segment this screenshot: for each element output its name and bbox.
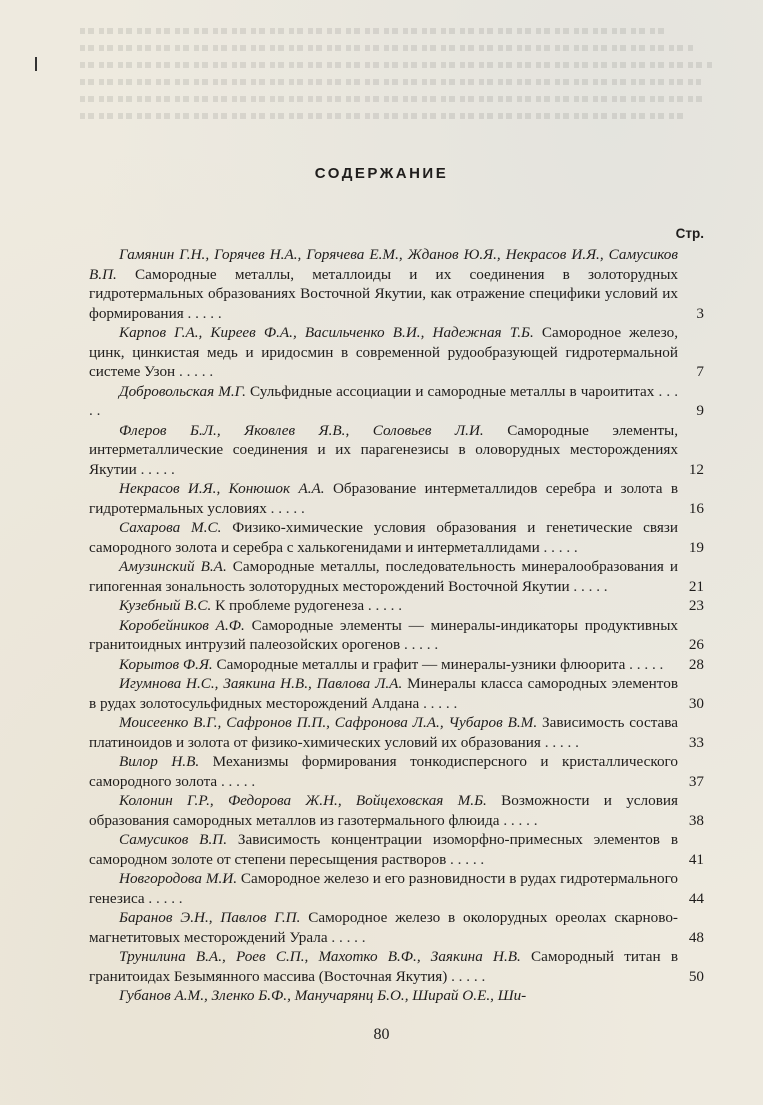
- toc-entry-text: [89, 518, 678, 557]
- toc-entry-text: [89, 713, 678, 752]
- toc-entry[interactable]: [89, 245, 704, 323]
- toc-entry[interactable]: [89, 382, 704, 421]
- leader-dots: . . . . .: [175, 363, 214, 380]
- toc-entry-authors: Некрасов И.Я., Конюшок А.А.: [119, 480, 325, 497]
- toc-entry-title: Самородные элементы, интерметаллические соединения и их парагенезисы в оловорудных месторождениях Якутии: [89, 421, 679, 478]
- toc-entry-title: Самородные металлы и графит — минералы-узники флюорита: [216, 655, 626, 673]
- toc-entry-authors: Моисеенко В.Г., Сафронов П.П., Сафронова Л.А., Чубаров В.М.: [119, 714, 538, 731]
- toc-entry-authors: Корытов Ф.Я.: [119, 655, 213, 673]
- toc-entry-text: [89, 382, 678, 421]
- toc-entry[interactable]: [89, 557, 704, 596]
- leader-dots: . . . . .: [569, 577, 608, 595]
- toc-entry-text: [89, 245, 678, 323]
- toc-entry-authors: Трунилина В.А., Роев С.П., Махотко В.Ф., Заякина Н.В.: [119, 948, 521, 965]
- leader-dots: . . . . .: [419, 694, 458, 712]
- leader-dots: . . . . .: [266, 499, 305, 517]
- toc-entry-title: Минералы класса самородных элементов в рудах золотосульфидных месторождений Алдана: [89, 675, 678, 712]
- toc-entry-authors: Вилор Н.В.: [119, 753, 200, 770]
- toc-entry-page: 44: [688, 889, 704, 907]
- toc-entry[interactable]: [89, 518, 704, 557]
- leader-dots: . . . . .: [625, 655, 664, 673]
- toc-entry-title: Самородное железо, цинк, цинкистая медь и иридосмин в современной рудообразующей гидротермальной системе Узон: [89, 324, 679, 380]
- table-of-contents: [89, 245, 704, 1006]
- toc-entry-title: Самородный титан в гранитоидах Безымянного массива (Восточная Якутия): [89, 948, 679, 985]
- toc-entry-page: 23: [688, 597, 704, 614]
- toc-entry-authors: Флеров Б.Л., Яковлев Я.В., Соловьев Л.И.: [119, 421, 484, 439]
- toc-entry-authors: Новгородова М.И.: [119, 870, 238, 887]
- toc-entry-title: Сульфидные ассоциации и самородные металлы в чароититах: [250, 382, 655, 400]
- toc-entry-page: 12: [688, 460, 704, 478]
- leader-dots: . . . . .: [446, 850, 485, 868]
- toc-entry-text: [89, 830, 678, 869]
- toc-entry[interactable]: [89, 596, 704, 616]
- toc-entry[interactable]: [89, 479, 704, 518]
- margin-mark: [35, 57, 37, 71]
- toc-entry-text: [89, 752, 678, 791]
- leader-dots: . . . . .: [183, 304, 222, 322]
- toc-entry-title: Механизмы формирования тонкодисперсного и кристаллического самородного золота: [89, 753, 678, 790]
- toc-entry-authors: Губанов А.М., Зленко Б.Ф., Манучарянц Б.О., Ширай О.Е., Ши-: [119, 987, 527, 1004]
- toc-entry-page: 37: [688, 772, 704, 790]
- toc-entry[interactable]: [89, 655, 704, 675]
- leader-dots: . . . . .: [136, 460, 175, 478]
- toc-entry-title: Самородное железо в околорудных ореолах скарново-магнетитовых месторождений Урала: [89, 909, 678, 946]
- toc-entry-title: Самородные элементы — минералы-индикаторы продуктивных гранитоидных интрузий палеозойских орогенов: [89, 616, 678, 653]
- leader-dots: . . . . .: [327, 928, 366, 946]
- toc-entry-title: Самородное железо и его разновидности в рудах гидротермального генезиса: [89, 870, 679, 907]
- leader-dots: . . . . .: [364, 597, 403, 614]
- toc-entry-page: 33: [688, 733, 704, 751]
- leader-dots: . . . . .: [217, 772, 256, 790]
- toc-entry[interactable]: [89, 908, 704, 947]
- leader-dots: . . . . .: [400, 636, 439, 653]
- toc-entry-page: 48: [688, 928, 704, 946]
- toc-entry-page: 50: [688, 967, 704, 985]
- toc-entry[interactable]: [89, 616, 704, 655]
- page-number: 80: [373, 1026, 390, 1043]
- toc-entry-authors: Амузинский В.А.: [119, 558, 227, 575]
- toc-entry-text: [89, 869, 678, 908]
- toc-entry-authors: Колонин Г.Р., Федорова Ж.Н., Войцеховская М.Б.: [119, 792, 487, 809]
- toc-entry-text: [89, 557, 678, 596]
- leader-dots: . . . . .: [144, 889, 183, 907]
- leader-dots: . . . . .: [447, 967, 486, 985]
- toc-entry-text: [89, 479, 678, 518]
- toc-entry[interactable]: [89, 713, 704, 752]
- leader-dots: . . . . .: [89, 382, 679, 419]
- contents-heading: СОДЕРЖАНИЕ: [314, 165, 449, 182]
- toc-entry-text: [89, 323, 678, 382]
- toc-entry-text: [89, 908, 678, 947]
- toc-entry[interactable]: [89, 986, 704, 1006]
- toc-entry-authors: Кузебный В.С.: [119, 597, 212, 614]
- toc-entry-authors: Карпов Г.А., Киреев Ф.А., Васильченко В.И., Надежная Т.Б.: [119, 324, 534, 341]
- toc-entry-page: 21: [688, 577, 704, 595]
- toc-entry-title: Образование интерметаллидов серебра и золота в гидротермальных условиях: [89, 480, 678, 517]
- toc-entry[interactable]: [89, 791, 704, 830]
- toc-entry-title: Физико-химические условия образования и генетические связи самородного золота и серебра с халькогенидами и интерметаллидами: [89, 519, 678, 556]
- toc-entry-text: [89, 791, 678, 830]
- page-column-label: Стр.: [675, 226, 704, 241]
- toc-entry-page: 26: [688, 636, 704, 653]
- toc-entry-page: 16: [688, 499, 704, 517]
- leader-dots: . . . . .: [540, 733, 579, 751]
- toc-entry-text: [89, 947, 678, 986]
- toc-entry-title: Самородные металлы, последовательность минералообразования и гипогенная зональность золоторудных месторождений Восточной Якутии: [89, 558, 678, 595]
- toc-entry-page: 3: [696, 304, 704, 322]
- toc-entry-authors: Добровольская М.Г.: [119, 382, 246, 400]
- toc-entry-text: [89, 421, 678, 480]
- toc-entry[interactable]: [89, 830, 704, 869]
- toc-entry-text: [89, 986, 678, 1006]
- toc-entry[interactable]: [89, 869, 704, 908]
- leader-dots: . . . . .: [499, 811, 538, 829]
- leader-dots: . . . . .: [539, 538, 578, 556]
- toc-entry-text: [89, 674, 678, 713]
- toc-entry-page: 30: [688, 694, 704, 712]
- toc-entry-authors: Баранов Э.Н., Павлов Г.П.: [119, 909, 301, 926]
- toc-entry-authors: Игумнова Н.С., Заякина Н.В., Павлова Л.А.: [119, 675, 403, 692]
- toc-entry-authors: Самусиков В.П.: [119, 831, 228, 848]
- toc-entry[interactable]: [89, 947, 704, 986]
- toc-entry[interactable]: [89, 674, 704, 713]
- toc-entry-title: Зависимость состава платиноидов и золота от физико-химических условий их образования: [89, 714, 679, 751]
- toc-entry-title: Возможности и условия образования самородных металлов из газотермального флюида: [89, 792, 679, 829]
- toc-entry-page: 7: [696, 363, 704, 380]
- toc-entry[interactable]: [89, 752, 704, 791]
- toc-entry-title: К проблеме рудогенеза: [215, 597, 365, 614]
- toc-entry-authors: Сахарова М.С.: [119, 519, 222, 536]
- toc-entry-text: [89, 655, 678, 675]
- toc-entry-page: 38: [688, 811, 704, 829]
- toc-entry-page: 19: [688, 538, 704, 556]
- toc-entry[interactable]: [89, 323, 704, 382]
- toc-entry-page: 41: [688, 850, 704, 868]
- toc-entry[interactable]: [89, 421, 704, 480]
- toc-entry-title: Зависимость концентрации изоморфно-примесных элементов в самородном золоте от степени пересыщения растворов: [89, 831, 678, 868]
- toc-entry-text: [89, 616, 678, 655]
- toc-entry-title: Самородные металлы, металлоиды и их соединения в золоторудных гидротермальных образованиях Восточной Якутии, как отражение специфики условий их формирования: [89, 265, 679, 322]
- toc-entry-authors: Гамянин Г.Н., Горячев Н.А., Горячева Е.М., Жданов Ю.Я., Некрасов И.Я., Самусиков В.П.: [89, 246, 678, 283]
- toc-entry-page: 9: [696, 402, 704, 419]
- bleed-through-texture: [80, 28, 720, 148]
- toc-entry-text: [89, 596, 678, 616]
- toc-entry-page: 28: [688, 655, 704, 673]
- toc-entry-authors: Коробейников А.Ф.: [119, 616, 245, 634]
